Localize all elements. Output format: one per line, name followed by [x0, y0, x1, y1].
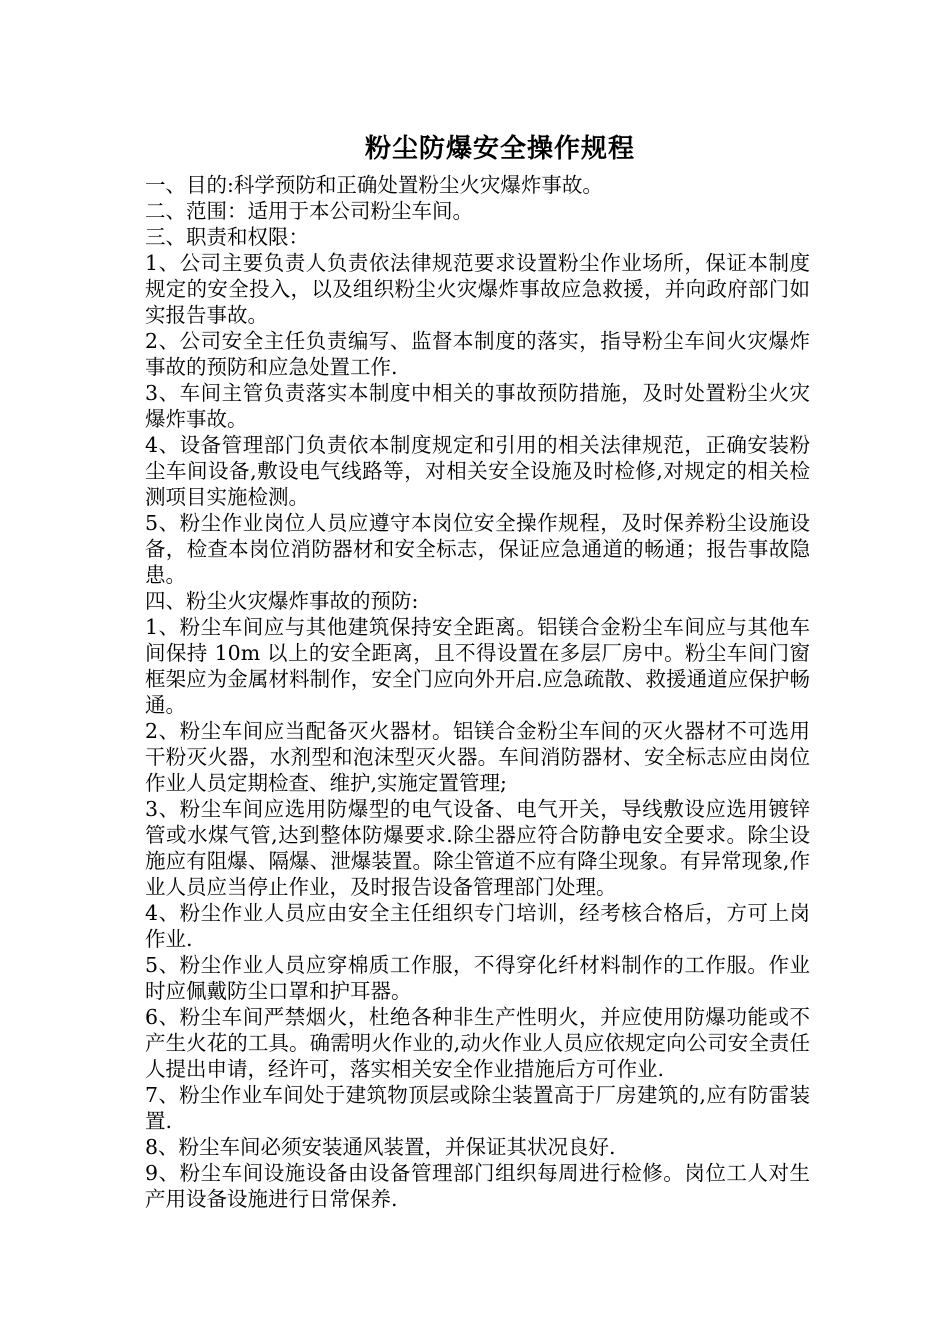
paragraph-responsibility-3: 3、车间主管负责落实本制度中相关的事故预防措施，及时处置粉尘火灾爆炸事故。 [145, 381, 810, 431]
paragraph-responsibility-1: 1、公司主要负责人负责依法律规范要求设置粉尘作业场所，保证本制度规定的安全投入，以及组织粉尘火灾爆炸事故应急救援，并向政府部门如实报告事故。 [145, 251, 810, 327]
paragraph-prevention-1: 1、粉尘车间应与其他建筑保持安全距离。铝镁合金粉尘车间应与其他车间保持 10m 以上的安全距离，且不得设置在多层厂房中。粉尘车间门窗框架应为金属材料制作，安全门应向外开启.应急疏散、救援通道应保护畅通。 [145, 615, 810, 717]
paragraph-responsibility-5: 5、粉尘作业岗位人员应遵守本岗位安全操作规程，及时保养粉尘设施设备，检查本岗位消防器材和安全标志，保证应急通道的畅通；报告事故隐患。 [145, 511, 810, 587]
paragraph-prevention-3: 3、粉尘车间应选用防爆型的电气设备、电气开关，导线敷设应选用镀锌管或水煤气管,达到整体防爆要求.除尘器应符合防静电安全要求。除尘设施应有阻爆、隔爆、泄爆装置。除尘管道不应有降尘现象。有异常现象,作业人员应当停止作业，及时报告设备管理部门处理。 [145, 797, 810, 899]
paragraph-scope: 二、范围：适用于本公司粉尘车间。 [145, 199, 473, 223]
paragraph-prevention-6: 6、粉尘车间严禁烟火，杜绝各种非生产性明火，并应使用防爆功能或不产生火花的工具。确需明火作业的,动火作业人员应依规定向公司安全责任人提出申请，经许可，落实相关安全作业措施后方可作业. [145, 1005, 810, 1081]
paragraph-prevention-4: 4、粉尘作业人员应由安全主任组织专门培训，经考核合格后，方可上岗作业. [145, 901, 810, 951]
paragraph-prevention-5: 5、粉尘作业人员应穿棉质工作服，不得穿化纤材料制作的工作服。作业时应佩戴防尘口罩和护耳器。 [145, 953, 810, 1003]
paragraph-purpose: 一、目的:科学预防和正确处置粉尘火灾爆炸事故。 [145, 173, 603, 197]
document-body [145, 172, 810, 1212]
paragraph-responsibility-4: 4、设备管理部门负责依本制度规定和引用的相关法律规范，正确安装粉尘车间设备,敷设电气线路等，对相关安全设施及时检修,对规定的相关检测项目实施检测。 [145, 433, 810, 509]
paragraph-responsibility-2: 2、公司安全主任负责编写、监督本制度的落实，指导粉尘车间火灾爆炸事故的预防和应急处置工作. [145, 329, 810, 379]
paragraph-responsibilities-heading: 三、职责和权限： [145, 225, 309, 249]
paragraph-prevention-7: 7、粉尘作业车间处于建筑物顶层或除尘装置高于厂房建筑的,应有防雷装置. [145, 1083, 810, 1133]
paragraph-prevention-8: 8、粉尘车间必须安装通风装置，并保证其状况良好. [145, 1135, 616, 1159]
paragraph-prevention-9: 9、粉尘车间设施设备由设备管理部门组织每周进行检修。岗位工人对生产用设备设施进行日常保养. [145, 1161, 810, 1211]
document-title: 粉尘防爆安全操作规程 [364, 134, 635, 164]
paragraph-prevention-2: 2、粉尘车间应当配备灭火器材。铝镁合金粉尘车间的灭火器材不可选用干粉灭火器，水剂型和泡沫型灭火器。车间消防器材、安全标志应由岗位作业人员定期检查、维护,实施定置管理; [145, 719, 810, 795]
paragraph-prevention-heading: 四、粉尘火灾爆炸事故的预防: [145, 589, 419, 613]
